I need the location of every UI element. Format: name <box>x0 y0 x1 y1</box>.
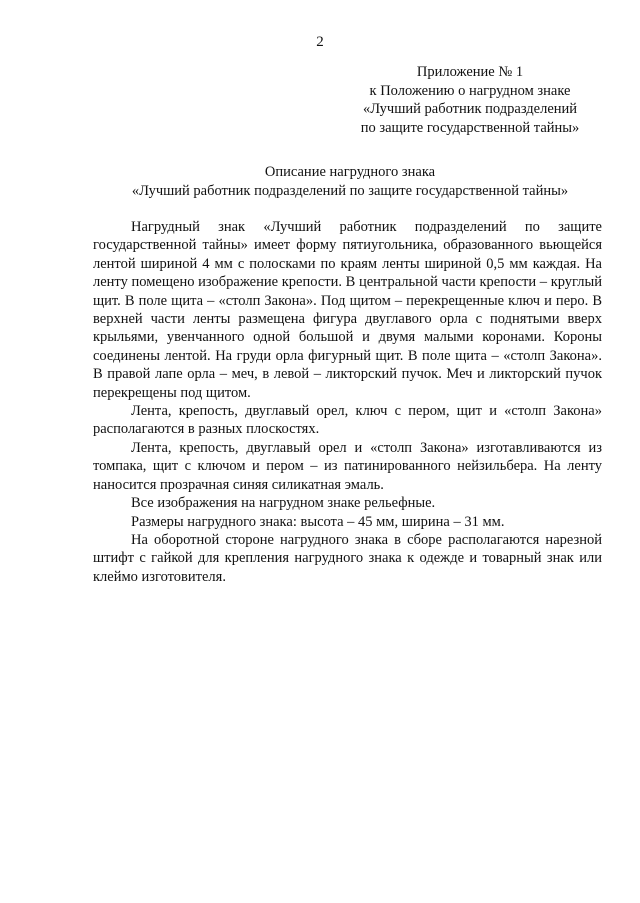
document-title <box>60 163 640 200</box>
document-body <box>93 218 602 586</box>
appendix-header <box>340 63 600 137</box>
appendix-line-4: по защите государственной тайны» <box>360 119 580 136</box>
title-line-1: Описание нагрудного знака <box>264 164 436 180</box>
appendix-line-3: «Лучший работник подразделений <box>362 101 578 117</box>
body-paragraph: Нагрудный знак «Лучший работник подразделений по защите государственной тайны» имеет форму пятиугольника, образованного вьющейся лентой шириной 4 мм с полосками по краям ленты шириной 0,5 мм каждая. На ленту помещено изображение крепости. В центральной части крепости – круглый щит. В поле щита – «столп Закона». Под щитом – перекрещенные ключ и перо. В верхней части ленты размещена фигура двуглавого орла с поднятыми вверх крыльями, увенчанного одной большой и двумя малыми коронами. Короны соединены лентой. На груди орла фигурный щит. В поле щита – «столп Закона». В правой лапе орла – меч, в левой – ликторский пучок. Меч и ликторский пучок перекрещены под щитом. <box>93 219 602 401</box>
title-line-2: «Лучший работник подразделений по защите государственной тайны» <box>131 182 569 199</box>
body-paragraph: Размеры нагрудного знака: высота – 45 мм, ширина – 31 мм. <box>131 513 505 530</box>
body-paragraph: Лента, крепость, двуглавый орел, ключ с пером, щит и «столп Закона» располагаются в разных плоскостях. <box>93 403 602 438</box>
body-paragraph: Все изображения на нагрудном знаке рельефные. <box>131 495 436 512</box>
page-number: 2 <box>316 34 324 50</box>
body-paragraph: На оборотной стороне нагрудного знака в сборе располагаются нарезной штифт с гайкой для крепления нагрудного знака к одежде и товарный знак или клеймо изготовителя. <box>93 531 602 585</box>
appendix-line-2: к Положению о нагрудном знаке <box>369 82 571 99</box>
appendix-line-1: Приложение № 1 <box>416 64 524 80</box>
body-paragraph: Лента, крепость, двуглавый орел и «столп Закона» изготавливаются из томпака, щит с ключом и пером – из патинированного нейзильбера. На ленту наносится прозрачная синяя силикатная эмаль. <box>93 439 602 493</box>
